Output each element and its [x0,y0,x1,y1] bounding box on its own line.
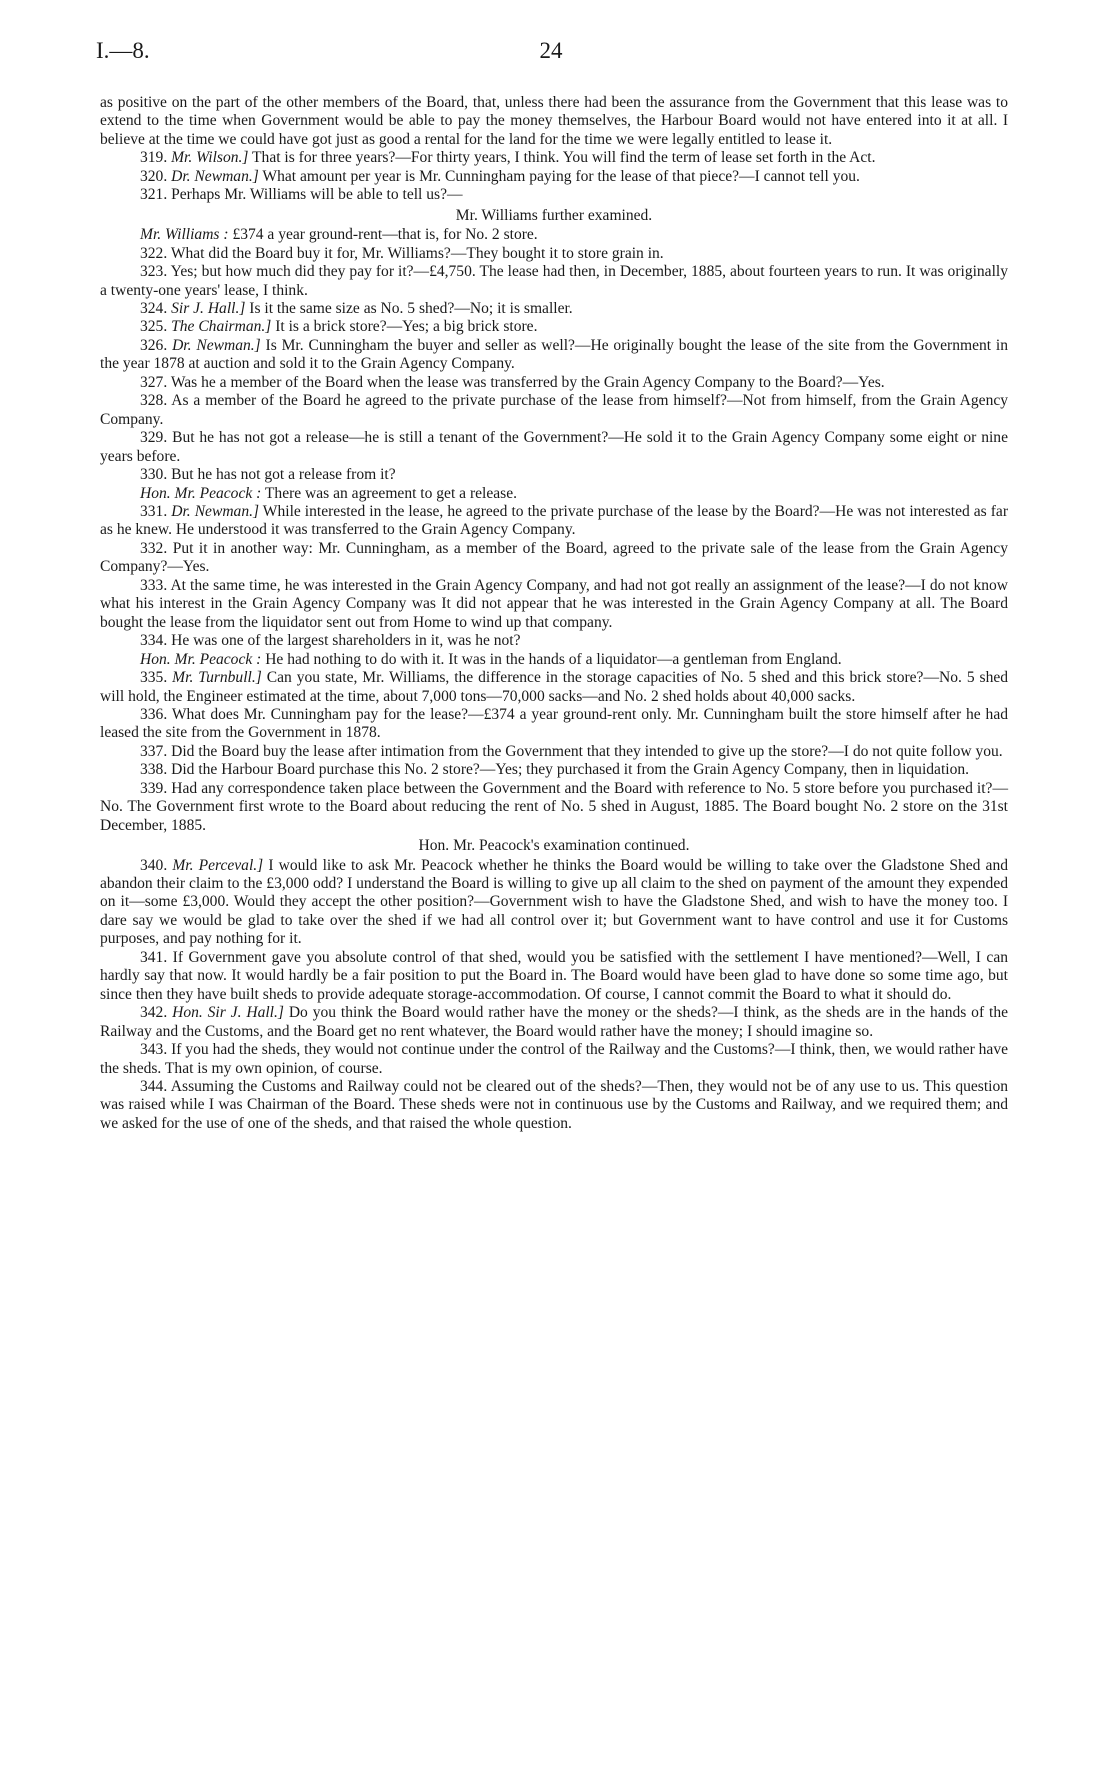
speaker-name: Dr. Newman.] [171,167,259,185]
paragraph [100,1041,1008,1078]
paragraph-text: Did the Board buy the lease after intimation from the Government that they intended to give up the store?—I do not quite follow you. [171,742,1003,760]
question-number: 327. [140,373,168,391]
question-number: 322. [140,244,168,262]
paragraph [100,337,1008,374]
speaker-name: Mr. Williams : [140,226,229,244]
question-number: 330. [140,466,168,484]
paragraph-text: He was one of the largest shareholders in it, was he not? [171,632,521,650]
paragraph-text: Had any correspondence taken place between the Government and the Board with reference to No. 5 store before you purchased it?—No. The Government first wrote to the Board about reducing the rent of No. 5 shed in August, 1885. The Board bought No. 2 store on the 31st December, 1885. [100,779,1008,834]
question-number: 337. [140,742,168,760]
paragraph [100,300,1008,318]
paragraph-text: If you had the sheds, they would not continue under the control of the Railway and the Customs?—I think, then, we would rather have the sheds. That is my own opinion, of course. [100,1041,1009,1077]
paragraph-text: It is a brick store?—Yes; a big brick store. [275,318,538,336]
paragraph-text: Did the Harbour Board purchase this No. 2 store?—Yes; they purchased it from the Grain Agency Company, then in liquidation. [171,761,970,779]
paragraph [100,186,1008,204]
question-number: 319. [140,149,168,167]
question-number: 326. [140,336,168,354]
speaker-name: Hon. Sir J. Hall.] [172,1004,284,1022]
speaker-name: Sir J. Hall.] [171,299,246,317]
page-number: 24 [539,38,563,63]
paragraph-text: There was an agreement to get a release. [264,484,517,502]
question-number: 332. [140,539,168,557]
section-heading: Hon. Mr. Peacock's examination continued. [418,837,690,855]
paragraph [100,651,1008,669]
paragraph-text: As a member of the Board he agreed to the private purchase of the lease from himself?—Not from himself, from the Grain Agency Company. [100,392,1009,428]
paragraph-text: Perhaps Mr. Williams will be able to tell us?— [171,186,463,204]
paragraph-text: Do you think the Board would rather have the money or the sheds?—I think, as the sheds are in the hands of the Railway and the Customs, and the Board get no rent whatever, the Board would rather have the money; I should imagine so. [100,1004,1009,1040]
paragraph [100,540,1008,577]
paragraph [100,743,1008,761]
paragraph-text: I would like to ask Mr. Peacock whether he thinks the Board would be willing to take over the Gladstone Shed and abandon their claim to the £3,000 odd? I understand the Board is willing to give up all claim to the shed on payment of the amount they expended on it—some £3,000. Would they accept the other position?—Government wish to have the Gladstone Shed, and wish to have the money too. I dare say we would be glad to take over the shed if we had all control over it; but Government want to have control and use it for Customs purposes, and pay nothing for it. [100,856,1009,948]
paragraph [100,669,1008,706]
paragraph-text: At the same time, he was interested in the Grain Agency Company, and had not got really an assignment of the lease?—I do not know what his interest in the Grain Agency Company was It did not appear that he was interested in the Grain Agency Company at all. The Board bought the lease from the liquidator sent out from Home to wind up that company. [100,576,1009,631]
paragraph-text: That is for three years?—For thirty years, I think. You will find the term of lease set forth in the Act. [252,149,876,167]
paragraph-text: as positive on the part of the other members of the Board, that, unless there had been the assurance from the Government that this lease was to extend to the time when Government would be able to pay the money themselves, the Harbour Board would not have entered into it at all. I believe at the time we could have got just as good a rental for the land for the time we were legally entitled to lease it. [100,94,1008,148]
paragraph [100,374,1008,392]
document-reference: I.—8. [96,38,150,63]
question-number: 338. [140,761,168,779]
paragraph [100,949,1008,1004]
paragraph-text: Yes; but how much did they pay for it?—£4,750. The lease had then, in December, 1885, about fourteen years to run. It was originally a twenty-one years' lease, I think. [100,263,1008,299]
paragraph [100,706,1008,743]
document-body [100,94,1008,1133]
question-number: 336. [140,705,168,723]
paragraph-text: Is it the same size as No. 5 shed?—No; it is smaller. [249,299,573,317]
question-number: 331. [140,502,168,520]
paragraph-text: £374 a year ground-rent—that is, for No. 2 store. [232,226,538,244]
question-number: 333. [140,576,168,594]
question-number: 340. [140,856,168,874]
question-number: 335. [140,669,168,687]
question-number: 321. [140,186,168,204]
speaker-name: Hon. Mr. Peacock : [140,484,262,502]
paragraph-text: Assuming the Customs and Railway could not be cleared out of the sheds?—Then, they would not be of any use to us. This question was raised while I was Chairman of the Board. These sheds were not in continuous use by the Customs and Railway, and we required them; and we asked for the use of one of the sheds, and that raised the whole question. [100,1078,1009,1132]
paragraph-text: He had nothing to do with it. It was in the hands of a liquidator—a gentleman from England. [265,650,842,668]
paragraph-text: Can you state, Mr. Williams, the difference in the storage capacities of No. 5 shed and this brick store?—No. 5 shed will hold, the Engineer estimated at the time, about 7,000 tons—70,000 sacks—and No. 2 shed holds about 40,000 sacks. [100,669,1009,705]
paragraph-text: What did the Board buy it for, Mr. Williams?—They bought it to store grain in. [170,244,664,262]
paragraph [100,94,1008,149]
paragraph [100,780,1008,835]
paragraph-text: What does Mr. Cunningham pay for the lease?—£374 a year ground-rent only. Mr. Cunningham built the store himself after he had leased the site from the Government in 1878. [100,705,1009,742]
question-number: 325. [140,318,168,336]
speaker-name: Hon. Mr. Peacock : [140,650,262,668]
speaker-name: Dr. Newman.] [171,502,260,520]
paragraph [100,168,1008,186]
question-number: 334. [140,632,168,650]
question-number: 342. [140,1004,168,1022]
paragraph [100,149,1008,167]
paragraph-text: But he has not got a release—he is still a tenant of the Government?—He sold it to the Grain Agency Company some eight or nine years before. [100,429,1008,465]
paragraph [100,318,1008,336]
paragraph [100,761,1008,779]
paragraph [100,226,1008,244]
speaker-name: The Chairman.] [171,318,272,336]
paragraph [100,429,1008,466]
question-number: 341. [140,948,168,966]
question-number: 339. [140,779,168,797]
page-header [96,38,1006,72]
paragraph-text: Is Mr. Cunningham the buyer and seller as well?—He originally bought the lease of the site from the Government in the year 1878 at auction and sold it to the Grain Agency Company. [100,336,1009,373]
paragraph [100,485,1008,503]
speaker-name: Dr. Newman.] [172,336,261,354]
question-number: 320. [140,167,168,185]
paragraph [100,1004,1008,1041]
section-heading: Mr. Williams further examined. [455,206,653,224]
paragraph [100,503,1008,540]
paragraph [100,392,1008,429]
paragraph [100,1078,1008,1133]
question-number: 329. [140,429,168,447]
question-number: 344. [140,1078,168,1096]
question-number: 343. [140,1041,168,1059]
question-number: 323. [140,263,168,281]
paragraph [100,632,1008,650]
paragraph [100,466,1008,484]
speaker-name: Mr. Turnbull.] [172,669,262,687]
paragraph [100,263,1008,300]
paragraph-text: If Government gave you absolute control of that shed, would you be satisfied with the settlement I have mentioned?—Well, I can hardly say that now. It would hardly be a fair position to put the Board in. The Board would have been glad to have done so some time ago, but since then they have built sheds to provide adequate storage-accommodation. Of course, I cannot commit the Board to what it should do. [100,948,1008,1003]
paragraph-text: Put it in another way: Mr. Cunningham, as a member of the Board, agreed to the private sale of the lease from the Grain Agency Company?—Yes. [100,539,1008,576]
question-number: 324. [140,299,168,317]
paragraph-text: While interested in the lease, he agreed to the private purchase of the lease by the Board?—He was not interested as far as he knew. He understood it was transferred to the Grain Agency Company. [100,502,1008,539]
paragraph-text: Was he a member of the Board when the lease was transferred by the Grain Agency Company to the Board?—Yes. [170,373,885,391]
paragraph-text: But he has not got a release from it? [171,466,396,484]
speaker-name: Mr. Perceval.] [172,856,264,874]
paragraph-text: What amount per year is Mr. Cunningham paying for the lease of that piece?—I cannot tell you. [262,167,860,185]
question-number: 328. [140,392,168,410]
paragraph [100,245,1008,263]
paragraph [100,577,1008,632]
speaker-name: Mr. Wilson.] [171,149,249,167]
paragraph [100,857,1008,949]
